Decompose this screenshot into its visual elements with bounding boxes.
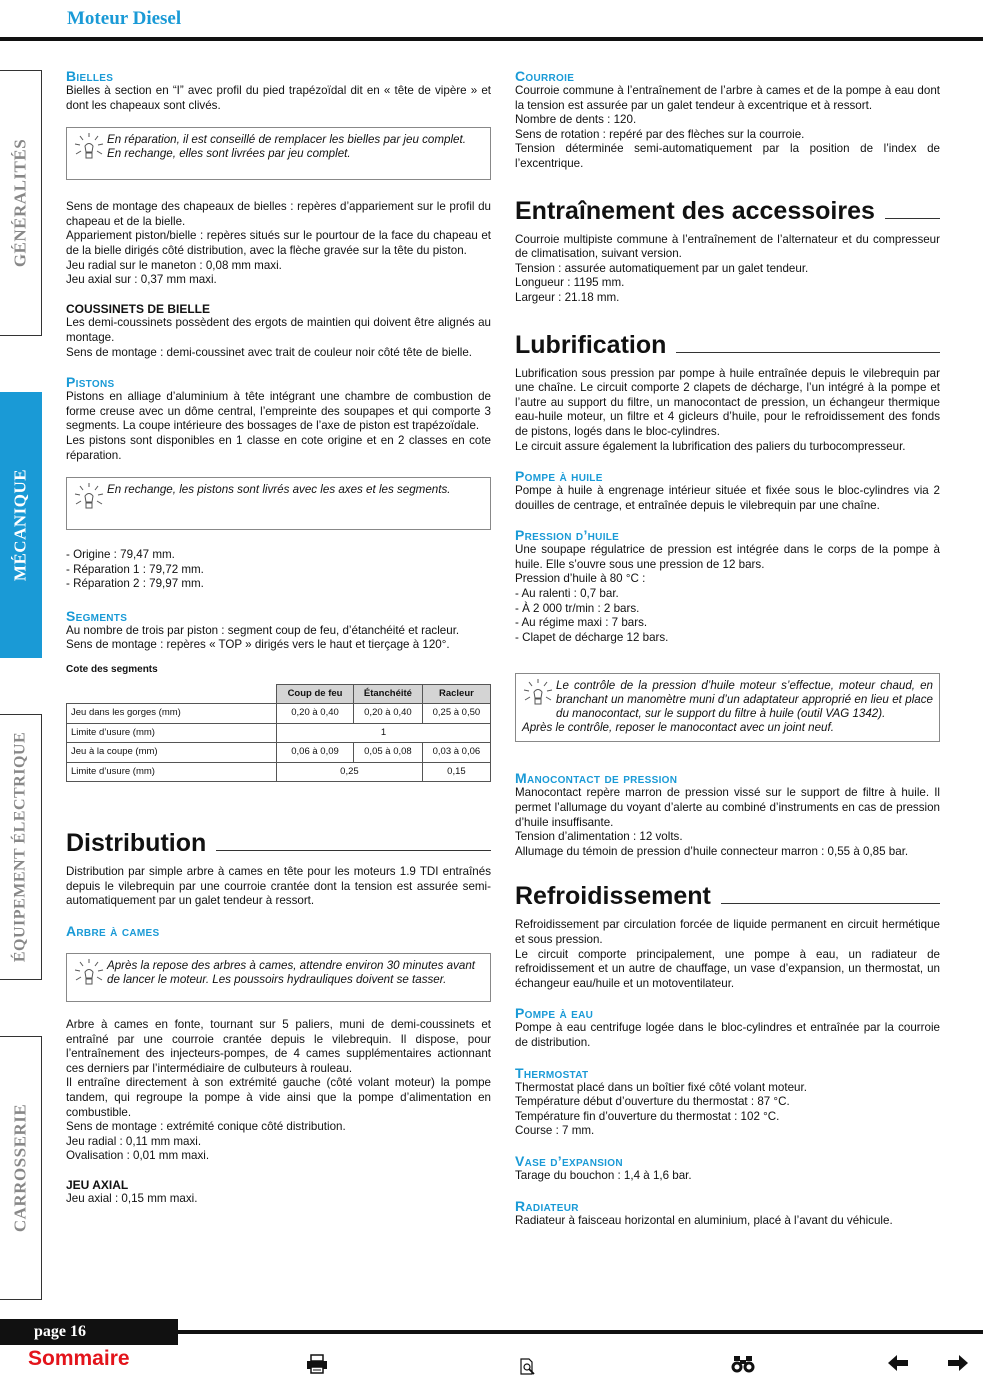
paragraph: Sens de rotation : repéré par des flèches sur la courroie. <box>515 127 805 141</box>
paragraph: Température début d’ouverture du thermostat : 87 °C. <box>515 1095 790 1109</box>
lightbulb-icon <box>73 132 105 162</box>
arrow-right-icon[interactable] <box>947 1354 969 1374</box>
paragraph: Longueur : 1195 mm. <box>515 276 625 290</box>
table-row <box>67 743 491 763</box>
list-item: - Réparation 2 : 79,97 mm. <box>66 577 204 591</box>
table-cell: 0,05 à 0,08 <box>354 743 423 763</box>
paragraph: Le circuit comporte principalement, une pompe à eau, un radiateur de refroidissement et un autre de chauffage, un vase d’expansion, un thermostat, un échangeur eau/huile et un motoventilateur. <box>515 947 940 990</box>
column-header: Racleur <box>422 684 490 704</box>
heading-refroidissement: Refroidissement <box>515 873 940 904</box>
paragraph: Les demi-coussinets possèdent des ergots de maintien qui doivent être alignés au montage. <box>66 316 491 344</box>
right-column <box>515 68 940 1228</box>
page-number: page 16 <box>0 1319 178 1345</box>
table-cell: 0,20 à 0,40 <box>277 704 354 724</box>
paragraph: Au nombre de trois par piston : segment coup de feu, d’étanchéité et racleur. <box>66 623 460 637</box>
sidebar-tab-mecanique[interactable]: MÉCANIQUE <box>0 392 42 658</box>
table-row <box>67 723 491 743</box>
printer-icon[interactable] <box>306 1354 328 1376</box>
section-title: Moteur Diesel <box>67 8 182 29</box>
paragraph: Thermostat placé dans un boîtier fixé côté volant moteur. <box>515 1080 807 1094</box>
lightbulb-icon <box>522 678 554 708</box>
binoculars-icon[interactable] <box>731 1354 755 1376</box>
header-rule <box>0 37 983 41</box>
table-cell: 0,15 <box>422 762 490 782</box>
row-label: Limite d’usure (mm) <box>67 723 277 743</box>
arrow-left-icon[interactable] <box>887 1354 909 1374</box>
row-label: Jeu à la coupe (mm) <box>67 743 277 763</box>
subheading-arbre-a-cames: Arbre à cames <box>66 922 160 939</box>
note-box: En réparation, il est conseillé de remplacer les bielles par jeu complet. En rechange, elles sont livrées par jeu complet. <box>66 127 491 180</box>
table-cell: 0,20 à 0,40 <box>354 704 423 724</box>
subheading-pompe-eau: Pompe à eau <box>515 1005 594 1022</box>
column-header: Étanchéité <box>354 684 423 704</box>
paragraph: Manocontact repère marron de pression vissé sur le support de filtre à huile. Il permet l’allumage du voyant d’alerte au combiné d’instruments en cas de pression d’huile insuffisante. <box>515 786 940 829</box>
paragraph: Sens de montage : repères « TOP » dirigés vers le haut et tierçage à 120°. <box>66 638 450 652</box>
row-label: Jeu dans les gorges (mm) <box>67 704 277 724</box>
subheading-pistons: Pistons <box>66 374 115 391</box>
paragraph: Arbre à cames en fonte, tournant sur 5 paliers, muni de demi-coussinets et entraîné par une courroie crantée depuis le vilebrequin. Il dispose, pour l’entraînement des injecteurs-pompes, de 4 cames supplémentaires actionnant ces derniers par l’intermédiaire de culbuteurs à rouleau. <box>66 1017 491 1075</box>
paragraph: Pompe à eau centrifuge logée dans le bloc-cylindres et entraînée par la courroie de distribution. <box>515 1021 940 1049</box>
subheading-thermostat: Thermostat <box>515 1064 589 1081</box>
paragraph: Bielles à section en “I” avec profil du pied trapézoïdal dit en « tête de vipère » et dont les chapeaux sont clivés. <box>66 84 491 112</box>
table-caption: Cote des segments <box>66 664 158 676</box>
paragraph: Le circuit assure également la lubrification des paliers du turbocompresseur. <box>515 439 906 453</box>
paragraph: Radiateur à faisceau horizontal en aluminium, placé à l’avant du véhicule. <box>515 1213 893 1227</box>
paragraph: Jeu radial : 0,11 mm maxi. <box>66 1134 202 1148</box>
paragraph: Largeur : 21.18 mm. <box>515 290 620 304</box>
note-box: Après la repose des arbres à cames, attendre environ 30 minutes avant de lancer le moteur. Les poussoirs hydrauliques doivent se tasser. <box>66 953 491 1002</box>
table-cell: 0,06 à 0,09 <box>277 743 354 763</box>
subheading-pression-huile: Pression d’huile <box>515 527 620 544</box>
subheading-vase-expansion: Vase d’expansion <box>515 1152 623 1169</box>
paragraph: Refroidissement par circulation forcée de liquide permanent en circuit hermétique et sous pression. <box>515 918 940 946</box>
paragraph: Sens de montage : demi-coussinet avec trait de couleur noir côté tête de bielle. <box>66 345 473 359</box>
list-item: - Réparation 1 : 79,72 mm. <box>66 562 204 576</box>
table-row <box>67 762 491 782</box>
row-label: Limite d’usure (mm) <box>67 762 277 782</box>
note-box: Le contrôle de la pression d’huile moteur s’effectue, moteur chaud, en branchant un manomètre muni d’un adaptateur approprié en lieu et place du manocontact, sur le support du filtre à huile (outil VAG 1342). Après le contrôle, reposer le manocontact avec un joint neuf. <box>515 673 940 742</box>
subheading-segments: Segments <box>66 607 128 624</box>
paragraph: Courroie commune à l’entraînement de l’arbre à cames et de la pompe à eau dont la tension est assurée par un galet tendeur à excentrique et à ressort. <box>515 84 940 112</box>
subheading-radiateur: Radiateur <box>515 1197 579 1214</box>
zoom-page-icon[interactable] <box>519 1358 537 1378</box>
paragraph: Pression d’huile à 80 °C : <box>515 572 646 586</box>
paragraph: Les pistons sont disponibles en 1 classe en cote origine et en 2 classes en cote réparation. <box>66 433 491 462</box>
heading-jeu-axial: JEU AXIAL <box>66 1177 129 1192</box>
paragraph: Jeu radial sur le maneton : 0,08 mm maxi. <box>66 258 282 272</box>
paragraph: Jeu axial : 0,15 mm maxi. <box>66 1192 198 1206</box>
table-header-row <box>67 684 491 704</box>
paragraph: Lubrification sous pression par pompe à huile entraînée depuis le vilebrequin par une chaîne. Le circuit comporte 2 clapets de décharge, l’un intégré à la pompe et l’autre au support du filtre, un manocontact de pression, un échangeur thermique eau-huile moteur, un filtre et 4 gicleurs d’huile, pour le refroidissement des fonds de pistons, logés dans le bloc-cylindres. <box>515 366 940 438</box>
list-item: - Au ralenti : 0,7 bar. <box>515 587 619 601</box>
sommaire-link[interactable]: Sommaire <box>28 1347 130 1370</box>
paragraph: Courroie multipiste commune à l’entraînement de l’alternateur et du compresseur de climatisation, suivant version. <box>515 232 940 261</box>
sidebar-tab-carrosserie[interactable]: CARROSSERIE <box>0 1036 42 1300</box>
paragraph: Nombre de dents : 120. <box>515 113 637 127</box>
paragraph: Ovalisation : 0,01 mm maxi. <box>66 1149 210 1163</box>
subheading-courroie: Courroie <box>515 68 575 84</box>
table-cell: 1 <box>277 723 491 743</box>
list-item: - Au régime maxi : 7 bars. <box>515 616 648 630</box>
list-item: - Origine : 79,47 mm. <box>66 548 175 562</box>
paragraph: Pompe à huile à engrenage intérieur située et fixée sous le bloc-cylindres via 2 douilles de centrage, et entraînée depuis le vilebrequin par une chaîne. <box>515 484 940 512</box>
footer-rule <box>178 1330 983 1334</box>
paragraph: Tension déterminée semi-automatiquement par la position de l’index de l’excentrique. <box>515 142 940 170</box>
heading-lubrification: Lubrification <box>515 322 940 353</box>
paragraph: Il entraîne directement à son extrémité gauche (côté volant moteur) la pompe tandem, qui regroupe la pompe à vide ainsi que la pompe d’alimentation en combustible. <box>66 1076 491 1119</box>
note-box: En rechange, les pistons sont livrés avec les axes et les segments. <box>66 477 491 530</box>
table-cell: 0,03 à 0,06 <box>422 743 490 763</box>
table-row <box>67 704 491 724</box>
paragraph: Tension d’alimentation : 12 volts. <box>515 830 683 844</box>
heading-distribution: Distribution <box>66 820 491 851</box>
paragraph: Tarage du bouchon : 1,4 à 1,6 bar. <box>515 1168 692 1182</box>
table-cell: 0,25 <box>277 762 423 782</box>
paragraph: Sens de montage : extrémité conique côté distribution. <box>66 1120 346 1134</box>
lightbulb-icon <box>73 958 105 988</box>
table-cell: 0,25 à 0,50 <box>422 704 490 724</box>
paragraph: Allumage du témoin de pression d’huile connecteur marron : 0,55 à 0,85 bar. <box>515 844 909 858</box>
footer-navigation <box>0 1348 983 1385</box>
paragraph: Course : 7 mm. <box>515 1124 595 1138</box>
paragraph: Tension : assurée automatiquement par un galet tendeur. <box>515 261 809 275</box>
heading-coussinets: COUSSINETS DE BIELLE <box>66 301 211 316</box>
paragraph: Appariement piston/bielle : repères situés sur le pourtour de la face du chapeau et de la bielle dirigés côté distribution, avec la flèche gravée sur la tête du piston. <box>66 229 491 257</box>
segments-table <box>66 684 491 783</box>
paragraph: Une soupape régulatrice de pression est intégrée dans le corps de la pompe à huile. Elle s’ouvre sous une pression de 12 bars. <box>515 543 940 571</box>
subheading-pompe-huile: Pompe à huile <box>515 468 603 485</box>
heading-accessoires: Entraînement des accessoires <box>515 188 940 219</box>
sidebar-tab-equipement-electrique[interactable]: ÉQUIPEMENT ÉLECTRIQUE <box>0 714 42 980</box>
paragraph: Distribution par simple arbre à cames en tête pour les moteurs 1.9 TDI entraînés depuis le vilebrequin par une courroie crantée dont la tension est assurée semi-automatiquement par un galet tendeur à ressort. <box>66 865 491 908</box>
lightbulb-icon <box>73 482 105 512</box>
list-item: - À 2 000 tr/min : 2 bars. <box>515 601 640 615</box>
subheading-manocontact: Manocontact de pression <box>515 770 678 787</box>
sidebar-tab-generalites[interactable]: GÉNÉRALITÉS <box>0 70 42 336</box>
paragraph: Sens de montage des chapeaux de bielles : repères d’appariement sur le profil du chapeau et de la bielle. <box>66 200 491 228</box>
list-item: - Clapet de décharge 12 bars. <box>515 630 669 644</box>
paragraph: Pistons en alliage d’aluminium à tête intégrant une chambre de combustion de forme creuse avec un dôme central, l’empreinte des soupapes et qui comporte 3 segments. La coupe intérieure des bossages de l’axe de piston est trapézoïdale. <box>66 390 491 433</box>
paragraph: Jeu axial sur : 0,37 mm maxi. <box>66 273 217 287</box>
subheading-bielles: Bielles <box>66 68 114 84</box>
left-column <box>66 68 491 1207</box>
column-header: Coup de feu <box>277 684 354 704</box>
paragraph: Température fin d’ouverture du thermostat : 102 °C. <box>515 1109 780 1123</box>
